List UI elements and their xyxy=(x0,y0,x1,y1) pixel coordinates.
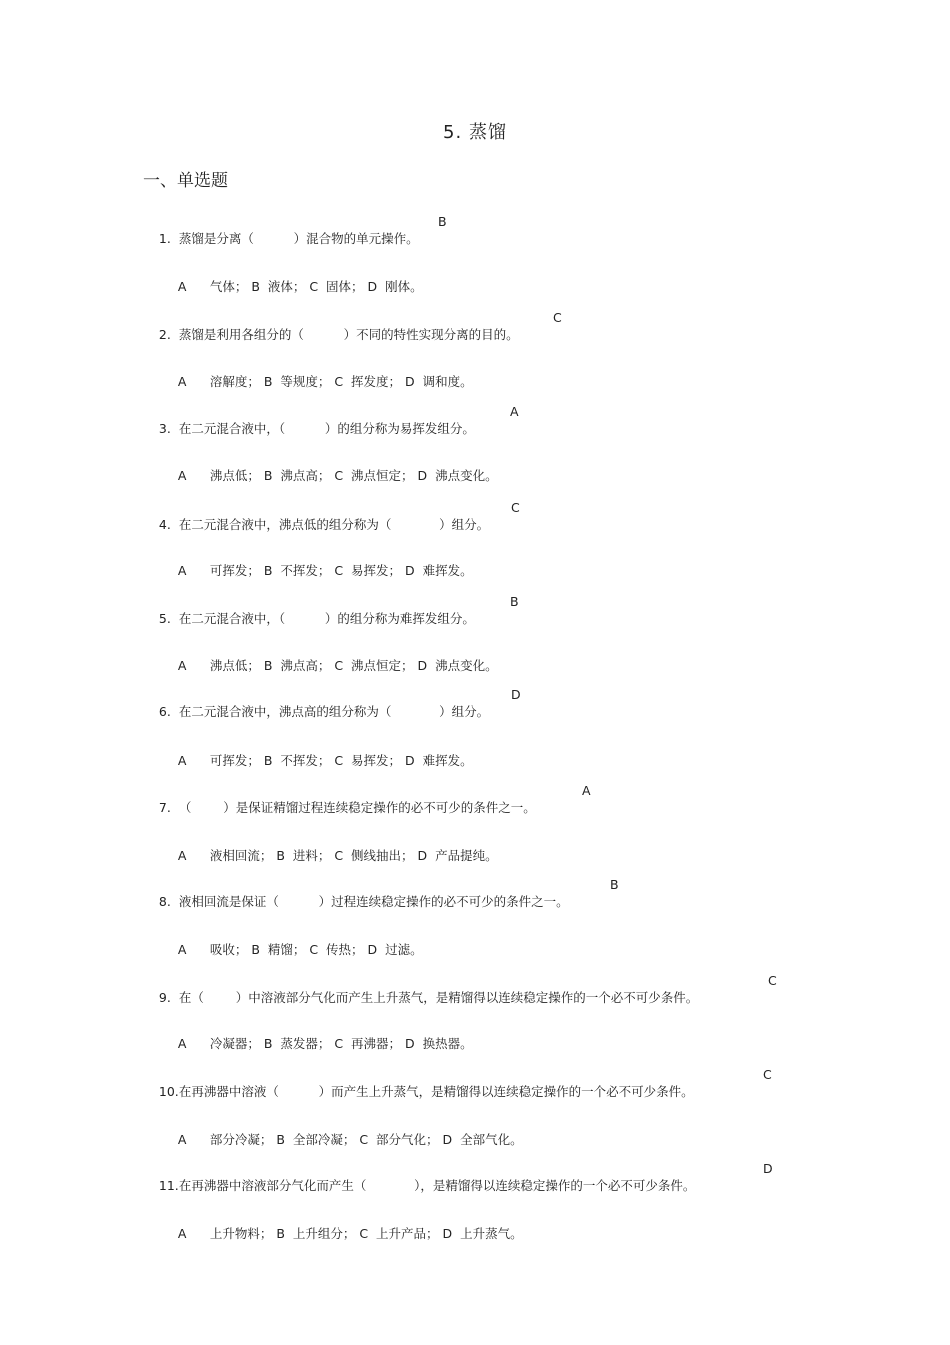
option-text: 可挥发； B 不挥发； C 易挥发； D 难挥发。 xyxy=(209,753,473,768)
options-9 xyxy=(162,1019,473,1067)
question-answer: C xyxy=(763,1067,772,1082)
option-label: A xyxy=(177,279,187,294)
option-text: 部分冷凝； B 全部冷凝； C 部分气化； D 全部气化。 xyxy=(209,1132,523,1147)
question-number: 8. xyxy=(158,894,171,909)
question-answer: D xyxy=(511,687,521,702)
options-7 xyxy=(162,831,498,879)
option-text: 液相回流； B 进料； C 侧线抽出； D 产品提纯。 xyxy=(209,848,498,863)
question-text: 蒸馏是利用各组分的（ ）不同的特性实现分离的目的。 xyxy=(178,327,519,342)
section-heading: 一、单选题 xyxy=(143,171,228,191)
question-number: 3. xyxy=(158,421,171,436)
question-number: 5. xyxy=(158,611,171,626)
options-2 xyxy=(162,357,473,405)
option-text: 吸收； B 精馏； C 传热； D 过滤。 xyxy=(209,942,423,957)
question-text: 在再沸器中溶液（ ）而产生上升蒸气，是精馏得以连续稳定操作的一个必不可少条件。 xyxy=(178,1084,694,1099)
question-number: 6. xyxy=(158,704,171,719)
question-text: 在二元混合液中，（ ）的组分称为难挥发组分。 xyxy=(178,611,475,626)
option-label: A xyxy=(177,468,187,483)
question-answer: B xyxy=(510,594,519,609)
question-number: 4. xyxy=(158,517,171,532)
option-label: A xyxy=(177,563,187,578)
question-answer: A xyxy=(510,404,519,419)
option-label: A xyxy=(177,753,187,768)
option-label: A xyxy=(177,942,187,957)
question-number: 7. xyxy=(158,800,171,815)
question-answer: A xyxy=(582,783,591,798)
question-answer: C xyxy=(768,973,777,988)
option-text: 上升物料； B 上升组分； C 上升产品； D 上升蒸气。 xyxy=(209,1226,523,1241)
options-10 xyxy=(162,1115,523,1163)
option-text: 可挥发； B 不挥发； C 易挥发； D 难挥发。 xyxy=(209,563,473,578)
question-number: 9. xyxy=(158,990,171,1005)
question-answer: B xyxy=(438,214,447,229)
option-text: 溶解度； B 等规度； C 挥发度； D 调和度。 xyxy=(209,374,473,389)
option-label: A xyxy=(177,374,187,389)
question-text: 在二元混合液中，（ ）的组分称为易挥发组分。 xyxy=(178,421,475,436)
option-text: 沸点低； B 沸点高； C 沸点恒定； D 沸点变化。 xyxy=(209,468,498,483)
question-text: 蒸馏是分离（ ）混合物的单元操作。 xyxy=(178,231,419,246)
question-number: 1. xyxy=(158,231,171,246)
options-3 xyxy=(162,451,498,499)
question-text: 在再沸器中溶液部分气化而产生（ ），是精馏得以连续稳定操作的一个必不可少条件。 xyxy=(178,1178,696,1193)
question-answer: D xyxy=(763,1161,773,1176)
options-4 xyxy=(162,546,473,594)
options-11 xyxy=(162,1209,523,1257)
option-label: A xyxy=(177,848,187,863)
option-text: 气体； B 液体； C 固体； D 刚体。 xyxy=(209,279,423,294)
question-text: 液相回流是保证（ ）过程连续稳定操作的必不可少的条件之一。 xyxy=(178,894,569,909)
page-title: 5. 蒸馏 xyxy=(443,122,507,143)
question-answer: C xyxy=(511,500,520,515)
question-number: 2. xyxy=(158,327,171,342)
question-text: 在（ ）中溶液部分气化而产生上升蒸气，是精馏得以连续稳定操作的一个必不可少条件。 xyxy=(178,990,699,1005)
question-text: （ ）是保证精馏过程连续稳定操作的必不可少的条件之一。 xyxy=(178,800,536,815)
option-label: A xyxy=(177,1036,187,1051)
option-text: 沸点低； B 沸点高； C 沸点恒定； D 沸点变化。 xyxy=(209,658,498,673)
question-number: 10. xyxy=(158,1084,179,1099)
options-6 xyxy=(162,736,473,784)
option-label: A xyxy=(177,658,187,673)
options-8 xyxy=(162,925,423,973)
option-text: 冷凝器； B 蒸发器； C 再沸器； D 换热器。 xyxy=(209,1036,473,1051)
question-number: 11. xyxy=(158,1178,179,1193)
question-text: 在二元混合液中，沸点低的组分称为（ ）组分。 xyxy=(178,517,490,532)
option-label: A xyxy=(177,1132,187,1147)
question-answer: C xyxy=(553,310,562,325)
option-label: A xyxy=(177,1226,187,1241)
options-5 xyxy=(162,641,498,689)
question-text: 在二元混合液中，沸点高的组分称为（ ）组分。 xyxy=(178,704,490,719)
options-1 xyxy=(162,262,423,310)
question-answer: B xyxy=(610,877,619,892)
